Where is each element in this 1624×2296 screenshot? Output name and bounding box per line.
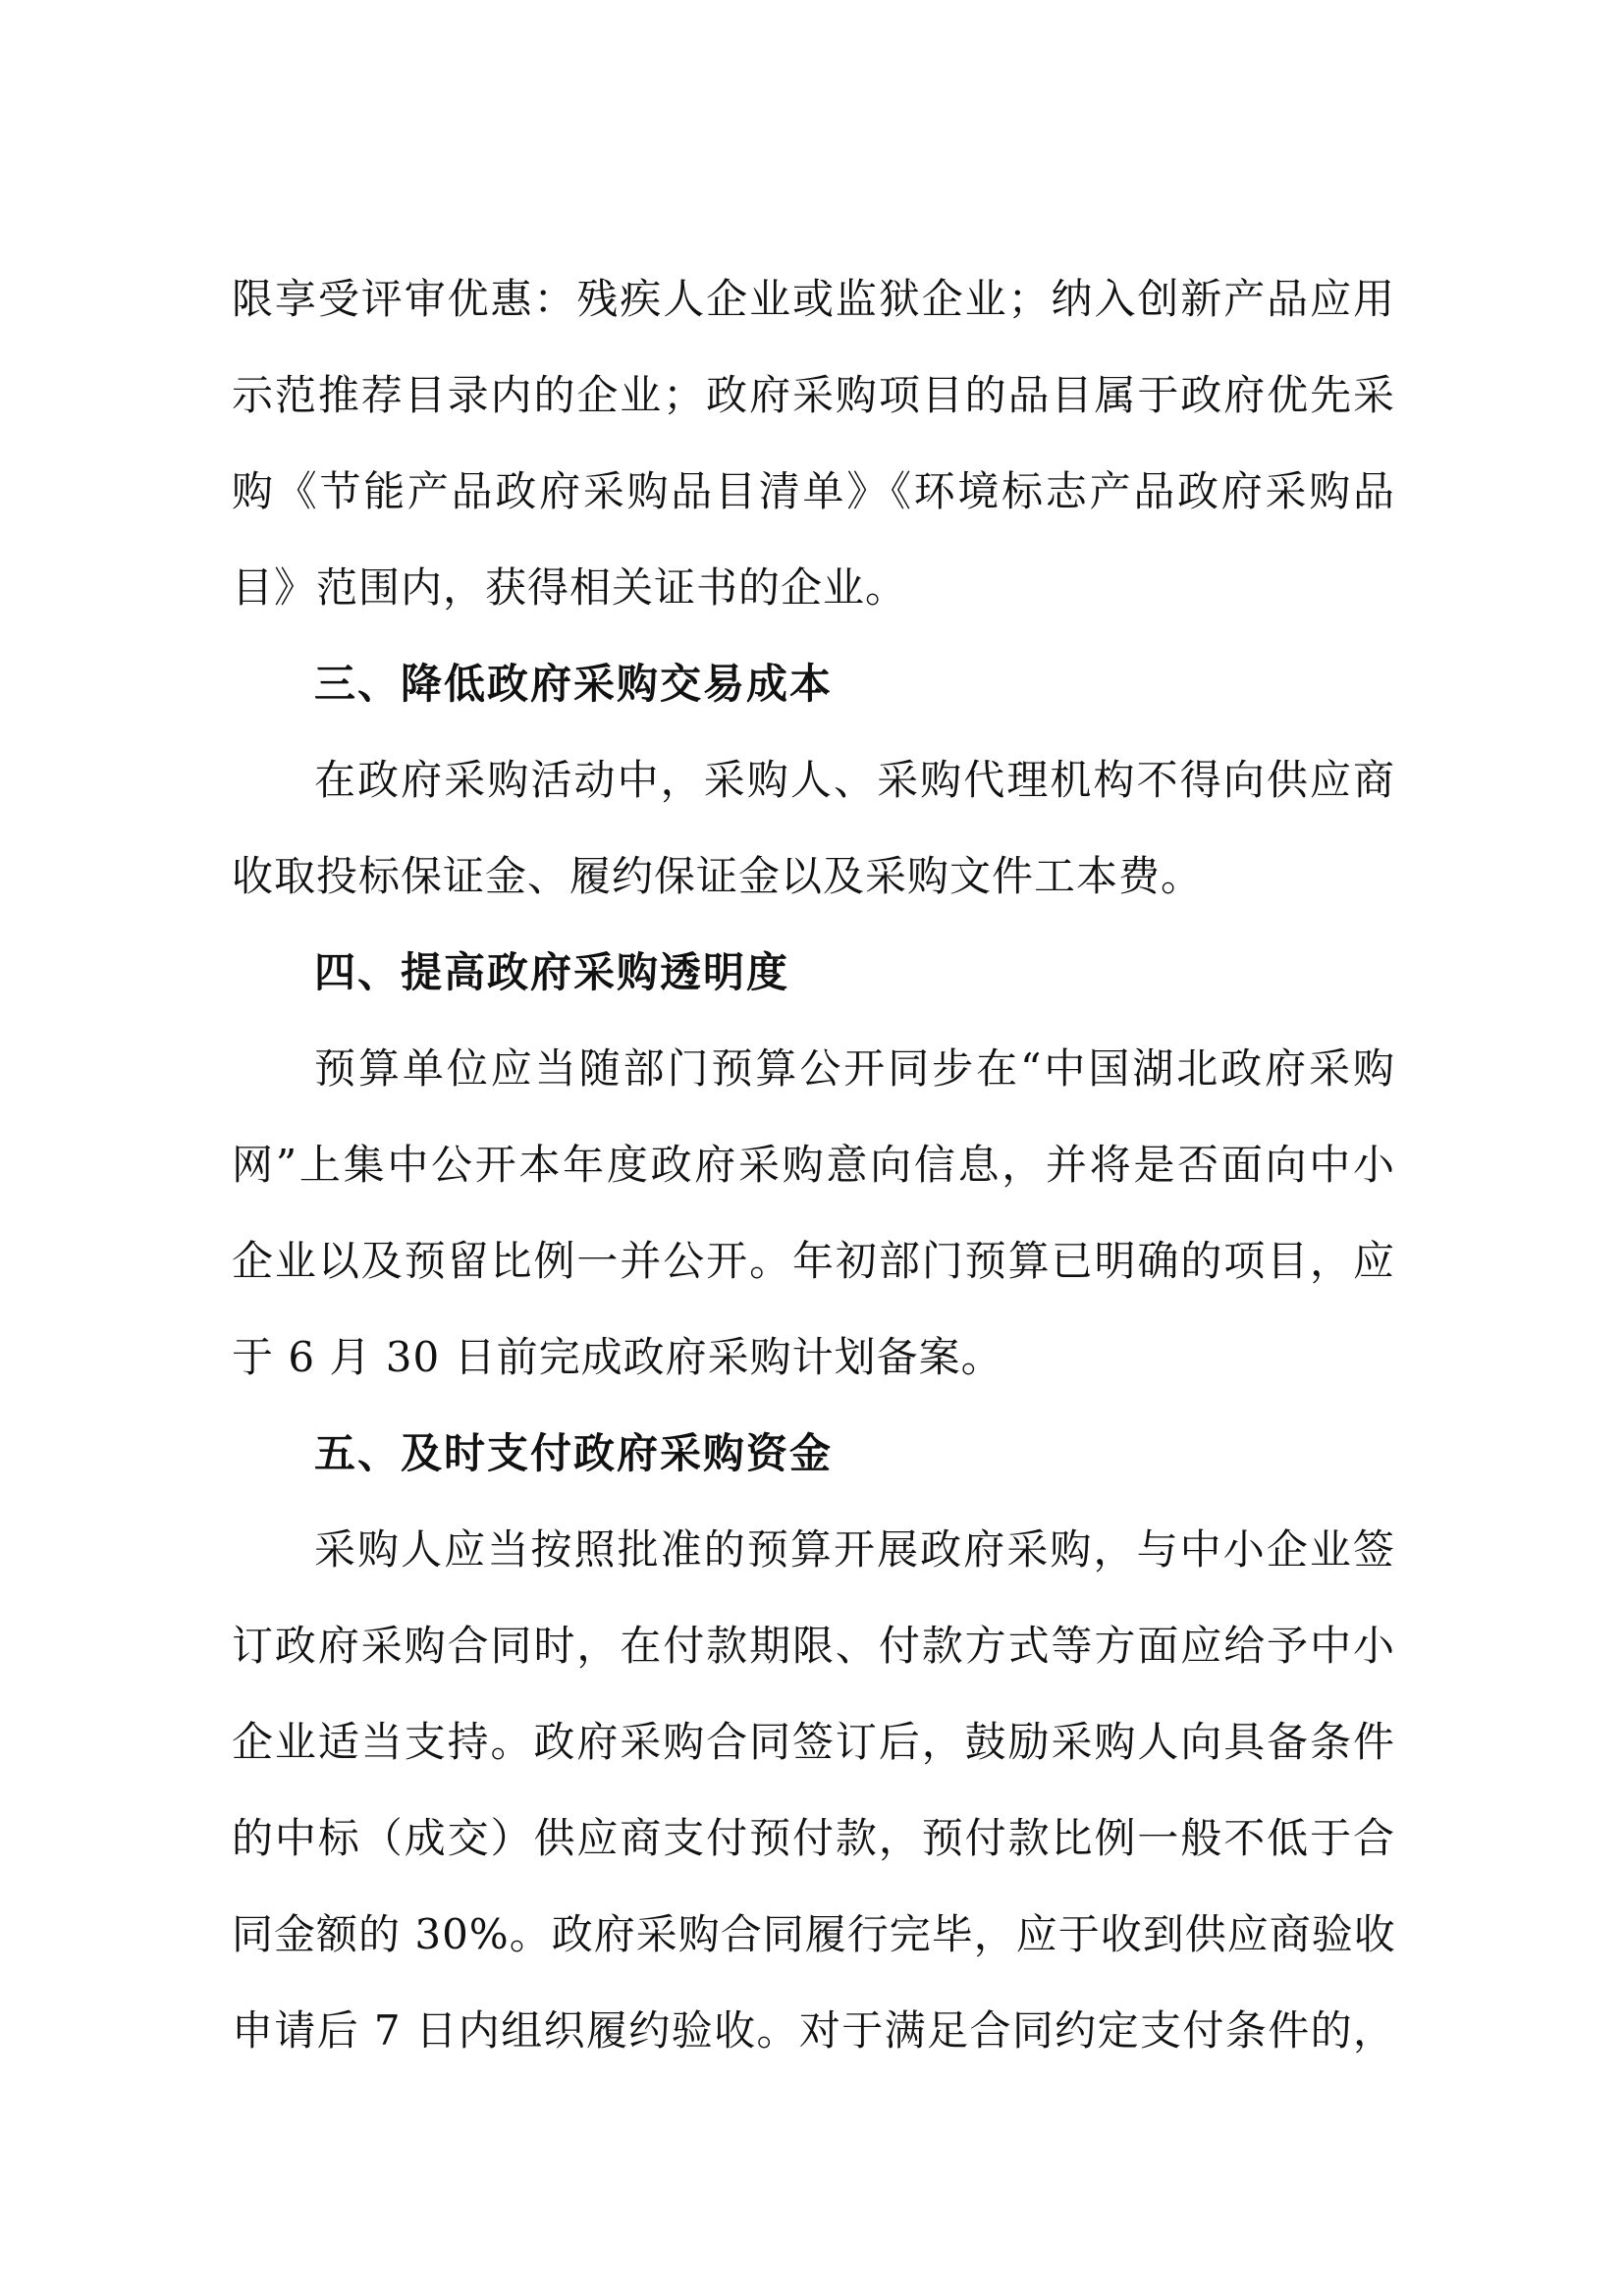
paragraph-first-line: 在政府采购活动中，采购人、采购代理机构不得向供应商 (314, 756, 1395, 804)
section-heading-5: 五、及时支付政府采购资金 (314, 1429, 834, 1477)
section-heading-3: 三、降低政府采购交易成本 (314, 660, 834, 708)
paragraph-first-line: 采购人应当按照批准的预算开展政府采购，与中小企业签 (314, 1525, 1395, 1574)
text-line: 的中标（成交）供应商支付预付款，预付款比例一般不低于合 (232, 1814, 1395, 1862)
text-line: 示范推荐目录内的企业；政府采购项目的品目属于政府优先采 (232, 371, 1395, 419)
text-line: 限享受评审优惠：残疾人企业或监狱企业；纳入创新产品应用 (232, 275, 1395, 323)
text-line: 企业适当支持。政府采购合同签订后，鼓励采购人向具备条件 (232, 1718, 1395, 1766)
text-line: 购《节能产品政府采购品目清单》《环境标志产品政府采购品 (232, 467, 1395, 515)
text-line: 申请后 7 日内组织履约验收。对于满足合同约定支付条件的， (232, 2006, 1395, 2055)
text-line: 收取投标保证金、履约保证金以及采购文件工本费。 (232, 852, 1204, 900)
text-line: 于 6 月 30 日前完成政府采购计划备案。 (232, 1333, 1003, 1381)
section-heading-4: 四、提高政府采购透明度 (314, 948, 790, 996)
text-line: 同金额的 30%。政府采购合同履行完毕，应于收到供应商验收 (232, 1910, 1396, 1958)
paragraph-first-line: 预算单位应当随部门预算公开同步在“中国湖北政府采购 (314, 1044, 1395, 1093)
text-line: 网”上集中公开本年度政府采购意向信息，并将是否面向中小 (232, 1141, 1395, 1189)
text-line: 订政府采购合同时，在付款期限、付款方式等方面应给予中小 (232, 1622, 1395, 1670)
text-line: 目》范围内，获得相关证书的企业。 (232, 563, 908, 612)
text-line: 企业以及预留比例一并公开。年初部门预算已明确的项目，应 (232, 1237, 1395, 1285)
